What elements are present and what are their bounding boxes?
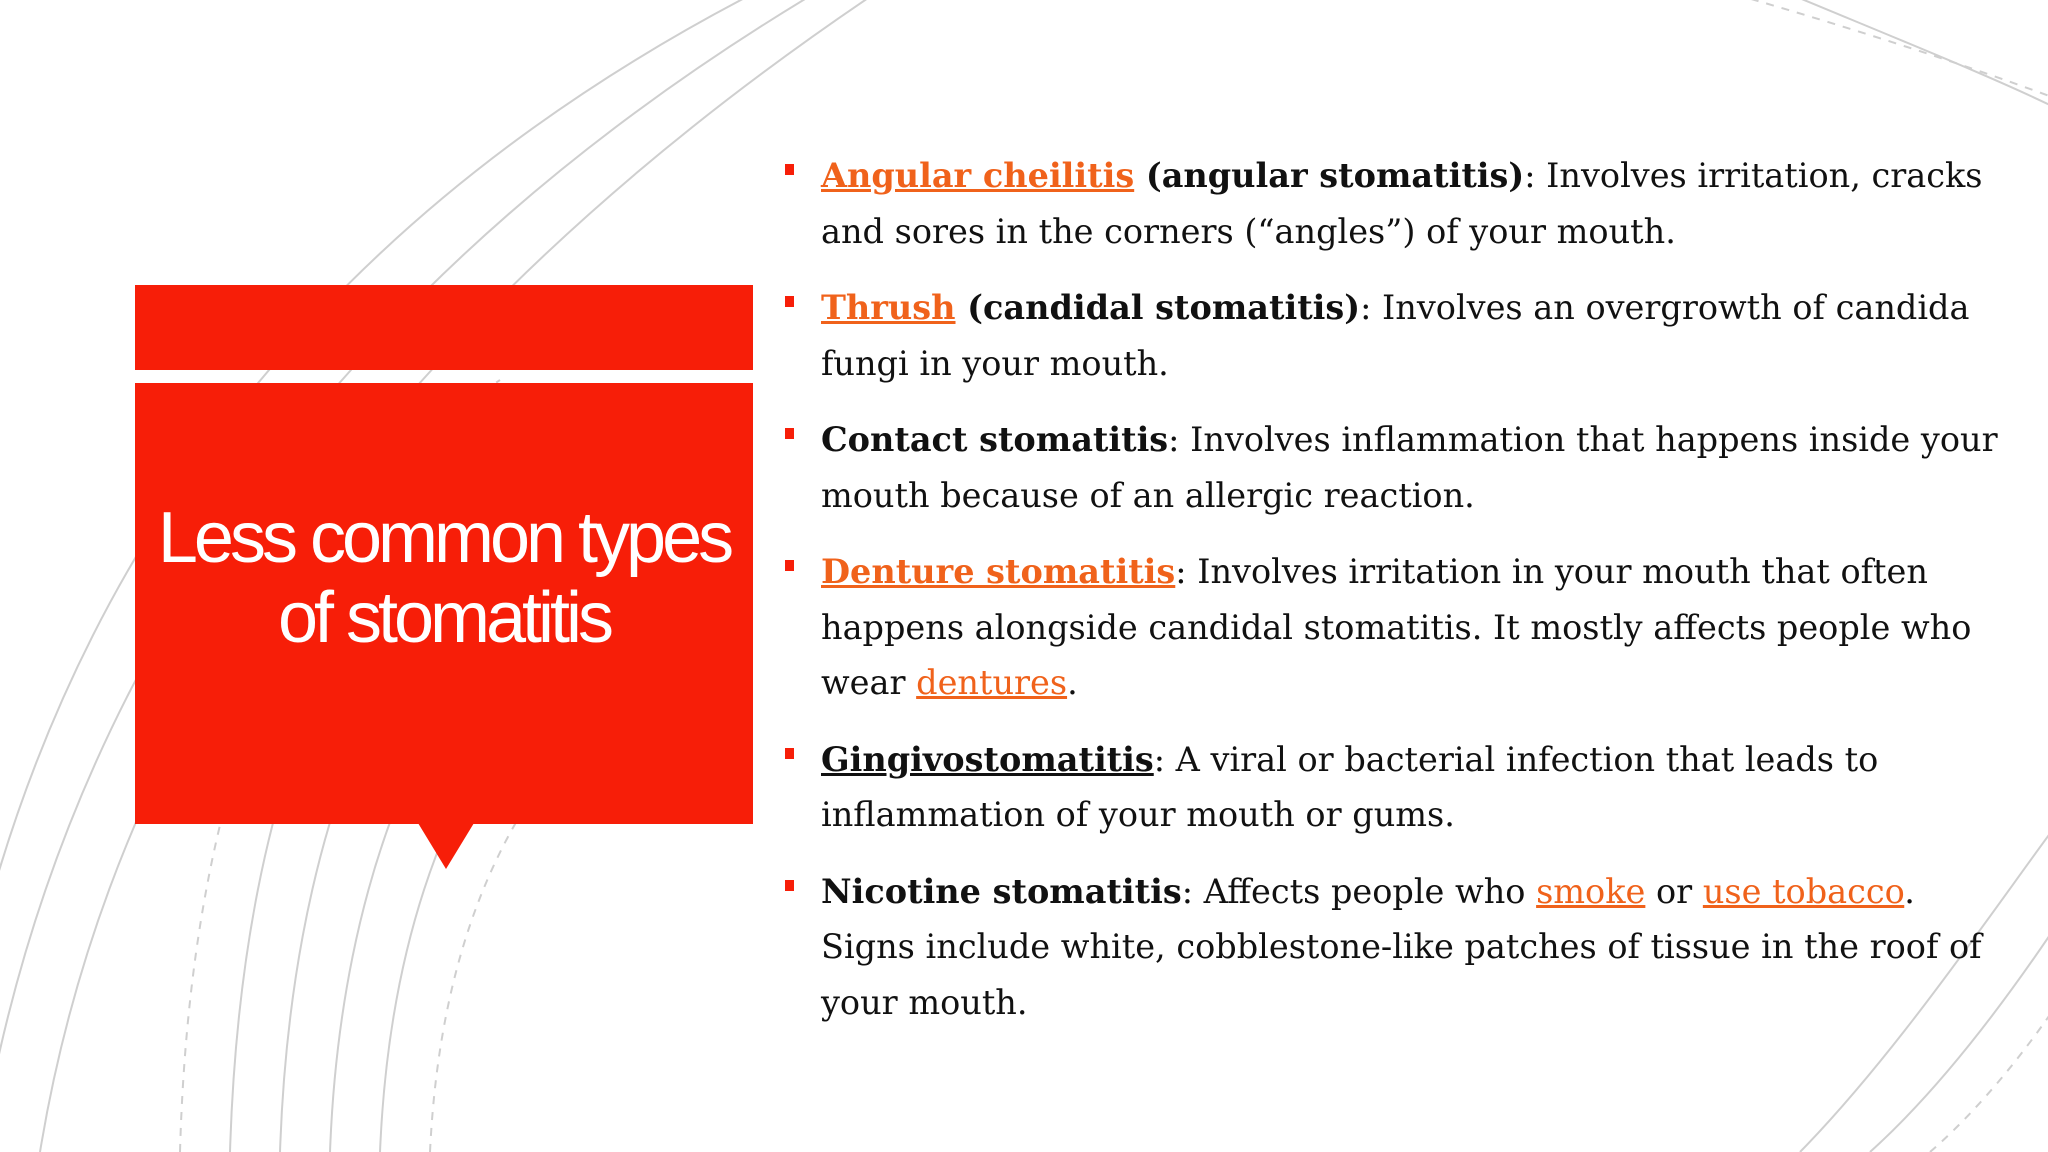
- bullet-text: : A viral or bacterial infection that leads to inflammation of your mouth or gums.: [821, 739, 1879, 834]
- dentures-link[interactable]: dentures: [916, 663, 1068, 702]
- bullet-mid: or: [1645, 871, 1703, 911]
- list-item: [785, 544, 2000, 711]
- term-paren: (angular stomatitis): [1134, 156, 1525, 195]
- square-bullet-icon: [785, 296, 794, 307]
- square-bullet-icon: [785, 748, 794, 759]
- slide-title: Less common types of stomatitis: [157, 497, 731, 658]
- bullet-text: : Involves irritation, cracks and sores in the corners (“angles”) of your mouth.: [821, 156, 1983, 251]
- title-callout-box: [135, 383, 753, 824]
- bullet-tail: . Signs include white, cobblestone-like patches of tissue in the roof of your mouth.: [821, 871, 1982, 1022]
- bullet-tail: .: [1067, 663, 1078, 702]
- term-paren: (candidal stomatitis): [955, 288, 1361, 327]
- list-item: [785, 148, 2000, 259]
- bullet-term: Nicotine stomatitis: [821, 871, 1182, 911]
- denture-stomatitis-link[interactable]: Denture stomatitis: [821, 552, 1176, 591]
- list-item: [785, 412, 2000, 523]
- bullet-text: : Involves an overgrowth of candida fungi in your mouth.: [821, 288, 1970, 383]
- bullet-text: : Affects people who: [1181, 871, 1537, 911]
- bullet-text: : Involves irritation in your mouth that often happens alongside candidal stomatitis. It mostly affects people who wear: [821, 552, 1972, 702]
- callout-pointer: [418, 823, 474, 869]
- square-bullet-icon: [785, 428, 794, 439]
- angular-cheilitis-link[interactable]: Angular cheilitis: [821, 156, 1135, 195]
- bullet-list: [785, 148, 2000, 1051]
- list-item: [785, 732, 2000, 843]
- bullet-text: : Involves inflammation that happens inside your mouth because of an allergic reaction.: [821, 420, 1998, 515]
- square-bullet-icon: [785, 880, 794, 891]
- bullet-term: Gingivostomatitis: [821, 739, 1154, 779]
- square-bullet-icon: [785, 164, 794, 175]
- square-bullet-icon: [785, 560, 794, 571]
- smoke-link[interactable]: smoke: [1536, 871, 1646, 911]
- list-item: [785, 280, 2000, 391]
- title-accent-strip: [135, 285, 753, 370]
- thrush-link[interactable]: Thrush: [821, 288, 956, 327]
- list-item: [785, 864, 2000, 1031]
- bullet-term: Contact stomatitis: [821, 420, 1169, 459]
- use-tobacco-link[interactable]: use tobacco: [1702, 871, 1905, 911]
